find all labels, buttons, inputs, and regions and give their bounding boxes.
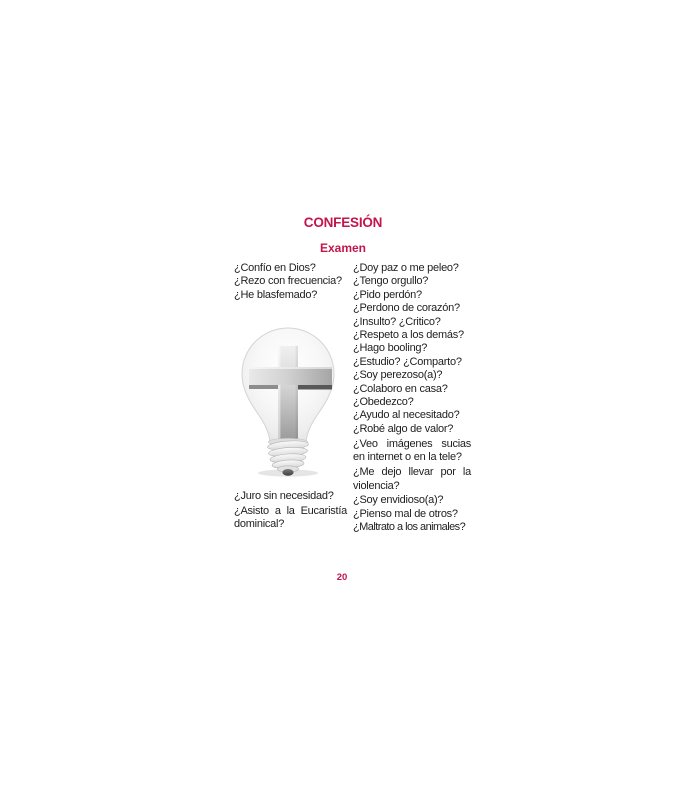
left-column-bottom [234,490,347,533]
left-column-top [234,262,347,302]
question: ¿Insulto? ¿Critico? [353,315,441,328]
question: ¿Estudio? ¿Comparto? [353,355,462,368]
page-title: CONFESIÓN [303,215,383,230]
question: ¿Pido perdón? [353,288,422,301]
question: ¿Veo imágenes sucias en internet o en la tele? [353,437,471,464]
page-number: 20 [336,572,348,583]
question: ¿Robé algo de valor? [353,422,454,435]
question: ¿Hago booling? [353,342,428,355]
question: ¿He blasfemado? [234,288,318,301]
question: ¿Soy perezoso(a)? [353,369,443,382]
lightbulb-icon [230,326,346,478]
lightbulb-cross-illustration [230,326,346,478]
right-column [353,262,471,535]
question: ¿Ayudo al necesitado? [353,409,460,422]
question: ¿Respeto a los demás? [353,329,464,342]
question: ¿Juro sin necesidad? [234,490,334,502]
question: ¿Tengo orgullo? [353,275,429,288]
question: ¿Soy envidioso(a)? [353,494,444,507]
question: ¿Rezo con frecuencia? [234,275,342,288]
page-subtitle: Examen [319,241,367,255]
question: ¿Doy paz o me peleo? [353,262,459,274]
question: ¿Perdono de corazón? [353,302,460,315]
question: ¿Colaboro en casa? [353,382,448,395]
question: ¿Me dejo llevar por la violencia? [353,466,471,492]
question: ¿Obedezco? [353,396,414,409]
question: ¿Asisto a la Eucaristía dominical? [234,504,347,531]
question: ¿Maltrato a los animales? [353,521,466,534]
question: ¿Confío en Dios? [234,262,316,274]
question: ¿Pienso mal de otros? [353,507,458,520]
